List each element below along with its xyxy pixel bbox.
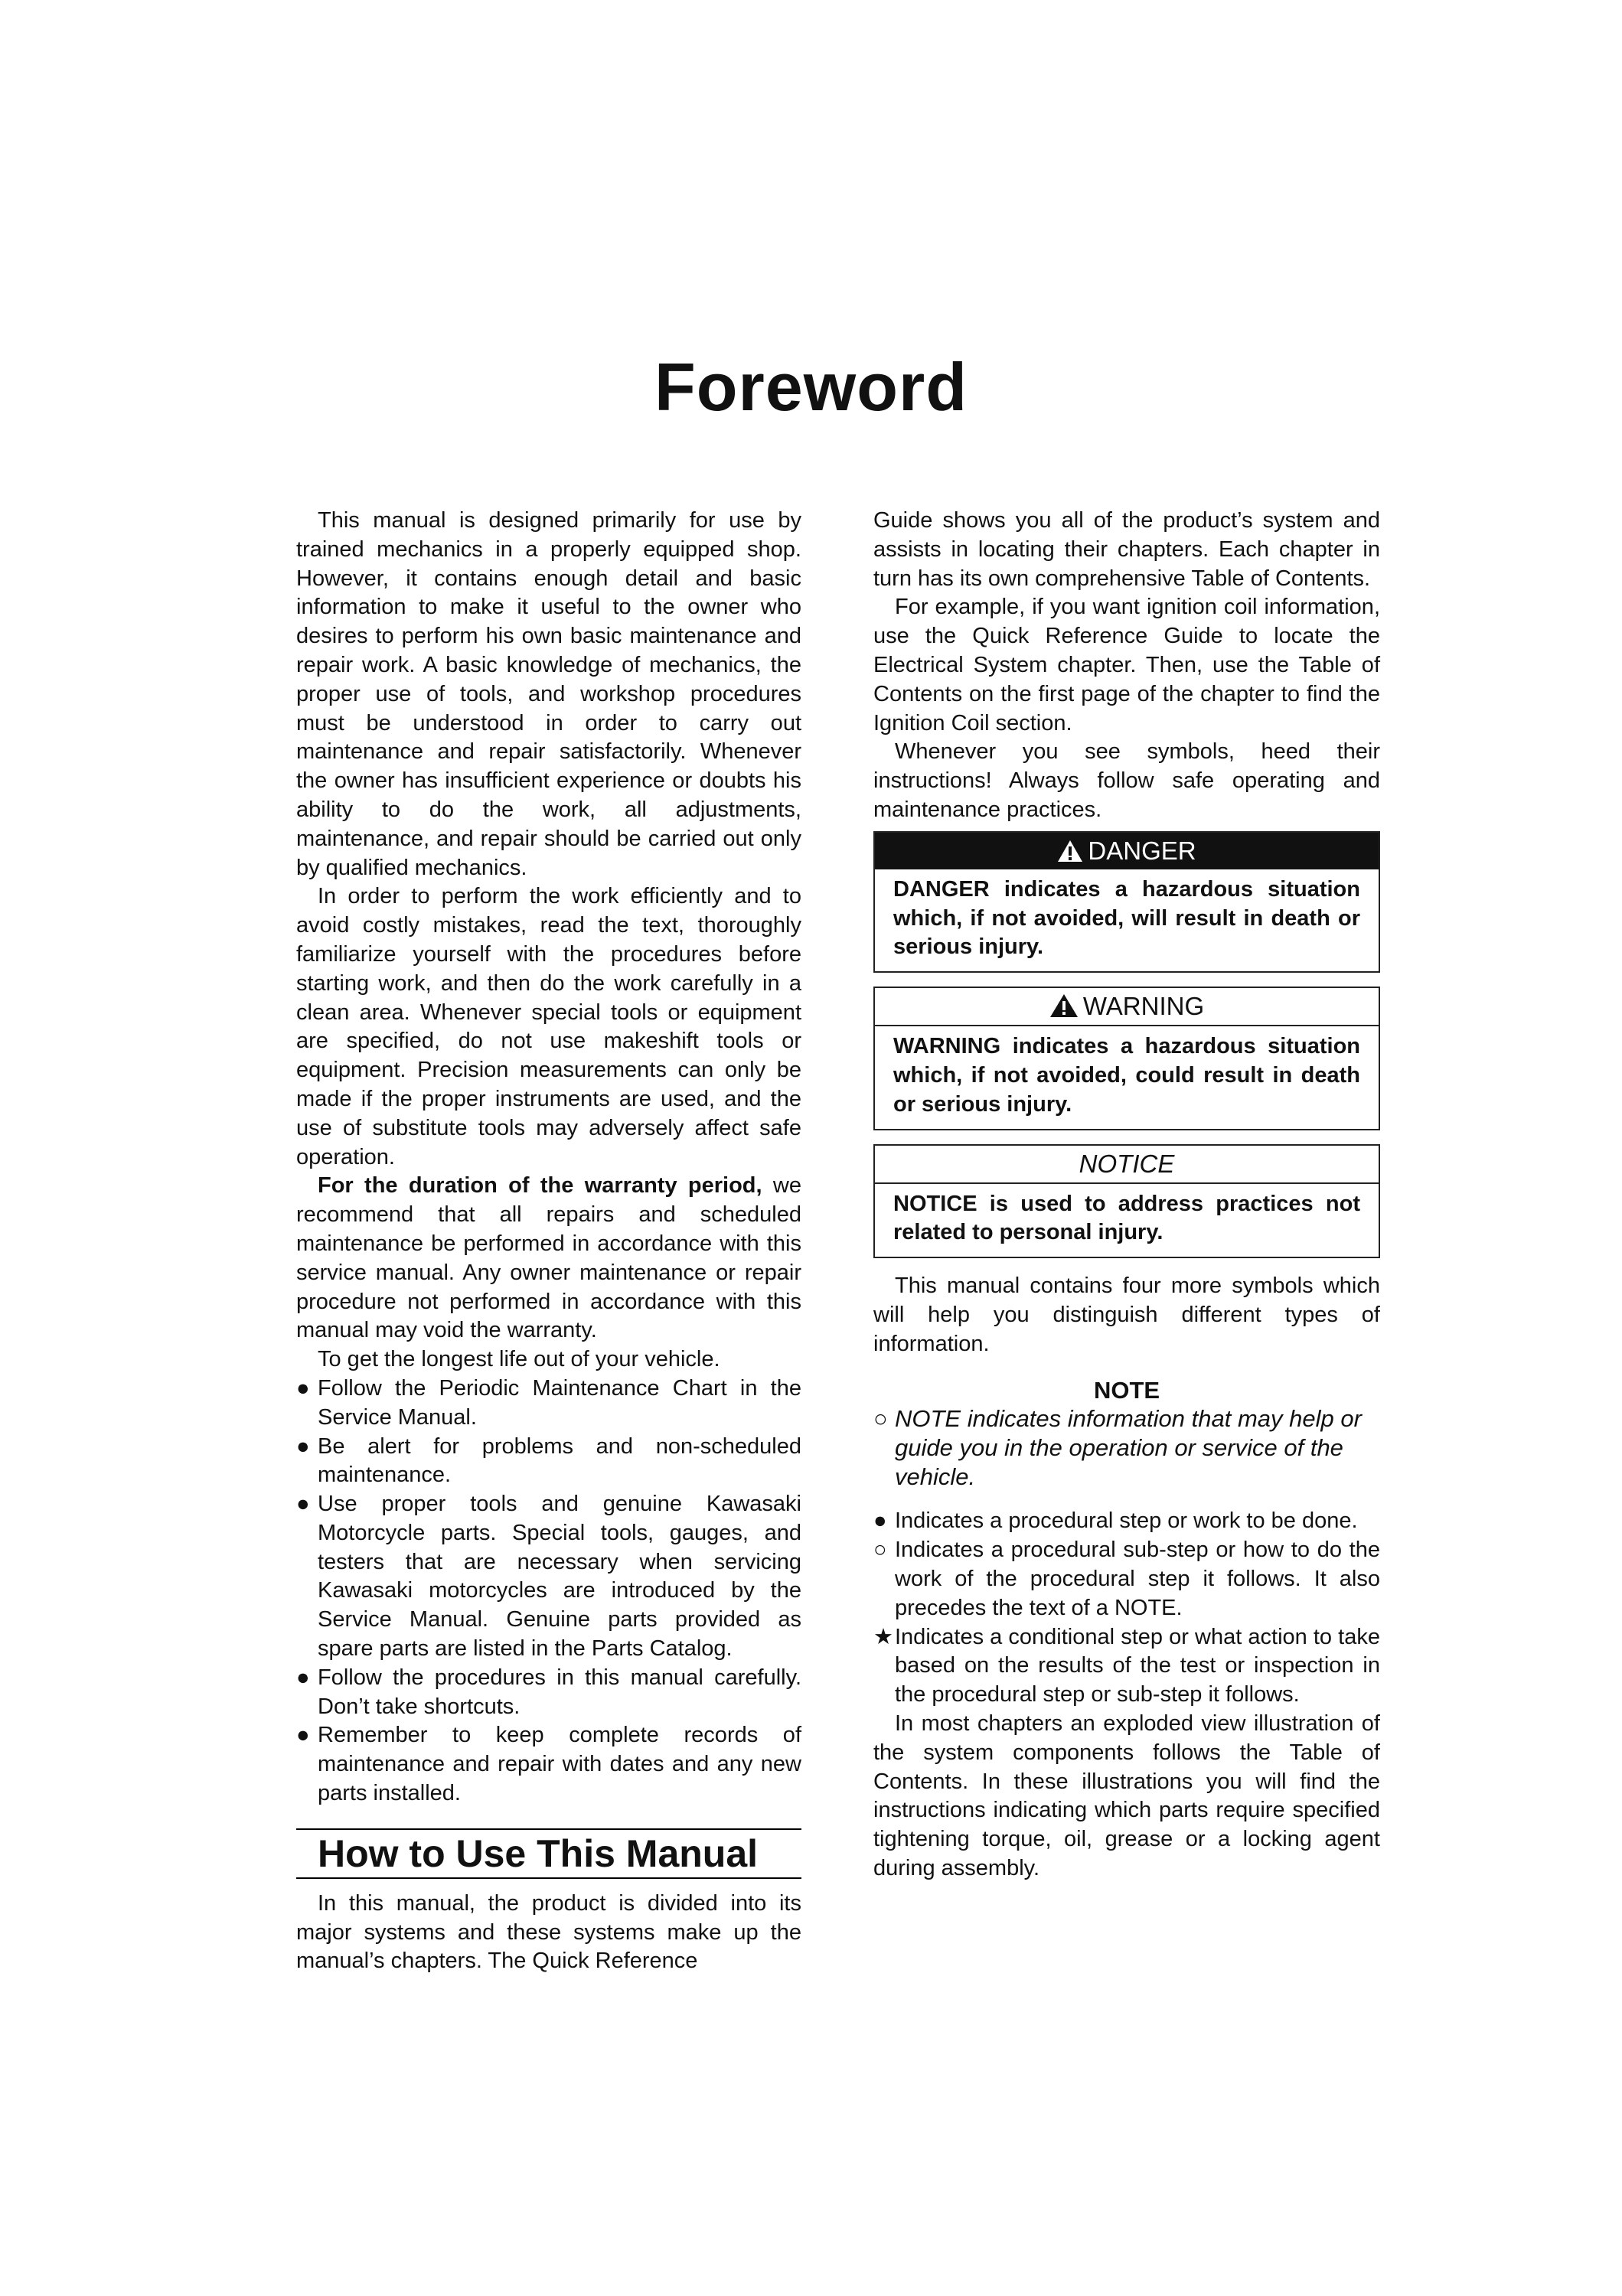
paragraph-symbols: Whenever you see symbols, heed their instructions! Always follow safe operating and maintenance practices. [873, 739, 1380, 822]
bullet-icon: ● [296, 1375, 310, 1401]
star-icon: ★ [873, 1624, 893, 1649]
danger-box [873, 831, 1380, 973]
bullet-icon: ● [296, 1723, 310, 1748]
paragraph-example: For example, if you want ignition coil information, use the Quick Reference Guide to locate the Electrical System chapter. Then, use the Table of Contents on the first page of the chapter to find the Ignition Coil section. [873, 595, 1380, 735]
danger-header [875, 833, 1379, 869]
warning-text: WARNING indicates a hazardous situation which, if not avoided, could result in death or serious injury. [893, 1034, 1360, 1117]
danger-text: DANGER indicates a hazardous situation which, if not avoided, will result in death or serious injury. [893, 876, 1360, 960]
right-column [873, 507, 1380, 1883]
list-item: ● Be alert for problems and non-scheduled maintenance. [296, 1433, 801, 1488]
warning-header [875, 988, 1379, 1026]
warranty-text: we recommend that all repairs and scheduled maintenance be performed in accordance with this service manual. Any owner maintenance or repair procedure not performed in accordance with this manual may void the warranty. [296, 1173, 801, 1343]
page-title: Foreword [654, 349, 968, 425]
maintenance-bullet-list [296, 1375, 801, 1808]
list-item: ★ Indicates a conditional step or what action to take based on the results of the test or inspection in the procedural step or sub-step it follows. [873, 1624, 1380, 1707]
paragraph-warranty [296, 1172, 801, 1345]
paragraph-efficiency: In order to perform the work efficiently and to avoid costly mistakes, read the text, thoroughly familiarize yourself with the procedures before starting work, and then do the work carefully in a clean area. Whenever special tools or equipment are specified, do not use makeshift tools or equipment. Precision measurements can only be made if the proper instruments are used, and the use of substitute tools may adversely affect safe operation. [296, 884, 801, 1169]
circle-icon: ○ [873, 1538, 887, 1563]
paragraph-how-to-use: In this manual, the product is divided into its major systems and these systems make up the manual’s chapters. The Quick Reference [296, 1890, 801, 1974]
bullet-icon: ● [296, 1492, 310, 1517]
warning-box [873, 987, 1380, 1130]
bullet-icon: ● [873, 1508, 887, 1534]
paragraph-four-symbols: This manual contains four more symbols which will help you distinguish different types of information. [873, 1274, 1380, 1356]
section-heading-how-to-use: How to Use This Manual [296, 1828, 801, 1879]
notice-box [873, 1144, 1380, 1259]
list-item: ● Remember to keep complete records of maintenance and repair with dates and any new parts installed. [296, 1723, 801, 1806]
symbol-list [873, 1507, 1380, 1710]
warning-label: WARNING [1082, 992, 1205, 1021]
left-column [296, 507, 801, 1976]
paragraph-quick-reference: Guide shows you all of the product’s system and assists in locating their chapters. Each chapter in turn has its own comprehensive Table of Contents. [873, 508, 1380, 591]
warranty-lead: For the duration of the warranty period, [318, 1173, 762, 1199]
list-item: ● Indicates a procedural step or work to be done. [873, 1507, 1380, 1536]
danger-label: DANGER [1088, 836, 1196, 865]
bullet-icon: ● [296, 1665, 310, 1690]
notice-label: NOTICE [875, 1146, 1379, 1184]
circle-icon: ○ [873, 1405, 888, 1433]
list-item: ● Follow the Periodic Maintenance Chart in the Service Manual. [296, 1375, 801, 1430]
list-item: ● Use proper tools and genuine Kawasaki Motorcycle parts. Special tools, gauges, and testers that are necessary when servicing Kawasaki motorcycles are introduced by the Service Manual. Genuine parts provided as spare parts are listed in the Parts Catalog. [296, 1492, 801, 1662]
note-title: NOTE [1093, 1376, 1160, 1404]
paragraph-longest-life: To get the longest life out of your vehicle. [318, 1347, 720, 1372]
warning-triangle-icon [1049, 993, 1079, 1018]
list-item: ● Follow the procedures in this manual carefully. Don’t take shortcuts. [296, 1665, 801, 1719]
paragraph-intro: This manual is designed primarily for use by trained mechanics in a properly equipped shop. However, it contains enough detail and basic information to make it useful to the owner who desires to perform his own basic maintenance and repair work. A basic knowledge of mechanics, the proper use of tools, and workshop procedures must be understood in order to carry out maintenance and repair satisfactorily. Whenever the owner has insufficient experience or doubts his ability to do the work, all adjustments, maintenance, and repair should be carried out only by qualified mechanics. [296, 508, 801, 880]
warning-triangle-icon [1057, 840, 1083, 863]
paragraph-exploded-view: In most chapters an exploded view illustration of the system components follows the Table of Contents. In these illustrations you will find the instructions indicating which parts require specified tightening torque, oil, grease or a locking agent during assembly. [873, 1711, 1380, 1880]
list-item: ○ Indicates a procedural sub-step or how to do the work of the procedural step it follows. It also precedes the text of a NOTE. [873, 1538, 1380, 1620]
note-text: ○ NOTE indicates information that may help or guide you in the operation or service of the vehicle. [873, 1405, 1362, 1491]
bullet-icon: ● [296, 1433, 310, 1459]
notice-text: NOTICE is used to address practices not related to personal injury. [893, 1191, 1360, 1245]
